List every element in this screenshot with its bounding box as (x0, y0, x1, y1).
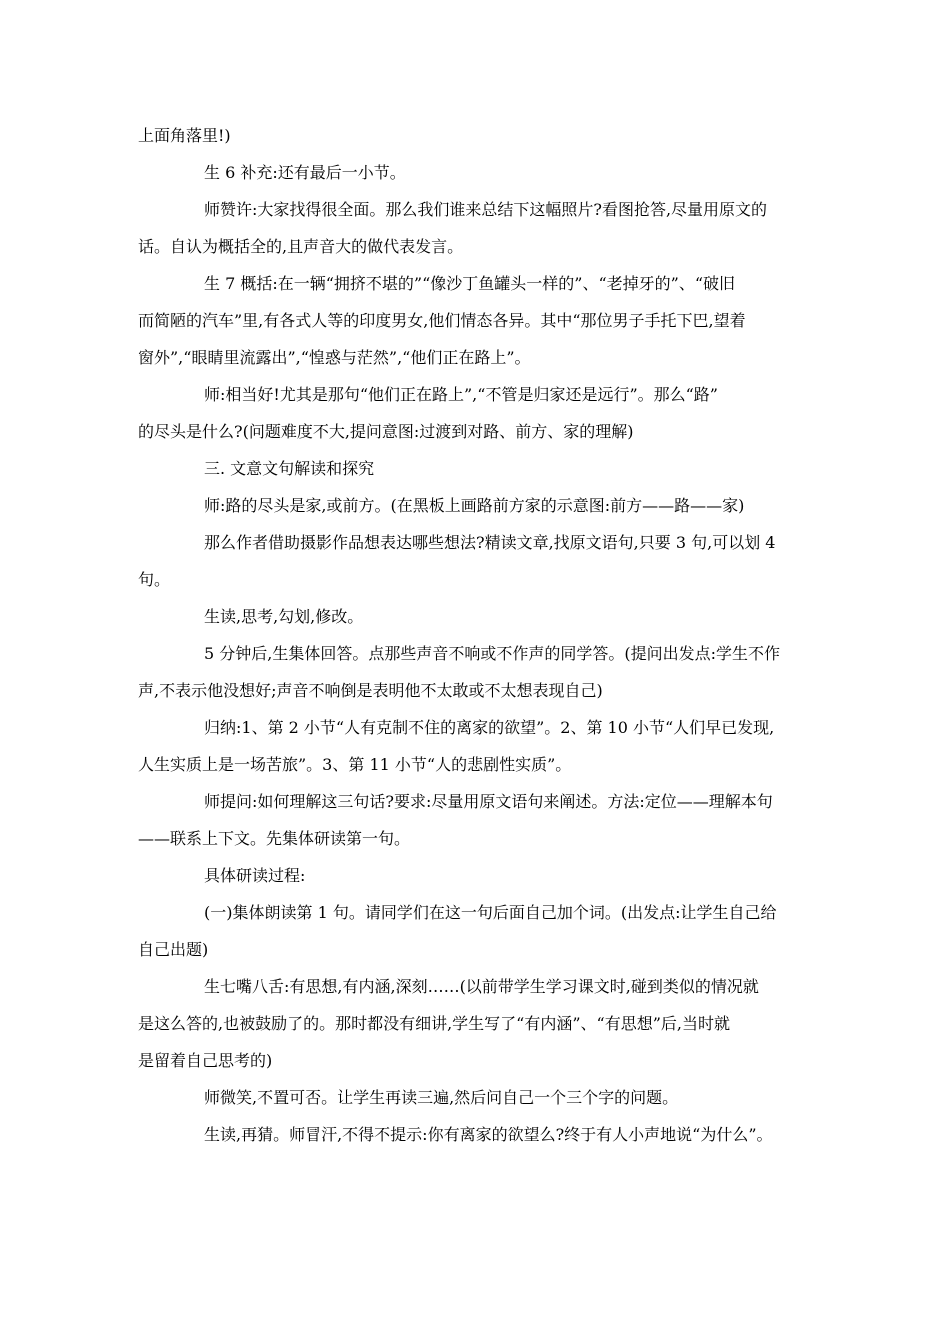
paragraph-line: 话。自认为概括全的,且声音大的做代表发言。 (138, 237, 464, 256)
paragraph-p10 (138, 635, 828, 709)
paragraph-line: 自己出题) (138, 940, 209, 959)
paragraph-p15 (138, 968, 828, 1079)
paragraph-p17 (138, 1116, 828, 1153)
paragraph-line: 窗外”,“眼睛里流露出”,“惶惑与茫然”,“他们正在路上”。 (138, 348, 531, 367)
paragraph-p16 (138, 1079, 828, 1116)
paragraph-line: 师提问:如何理解这三句话?要求:尽量用原文语句来阐述。方法:定位——理解本句 (204, 792, 773, 811)
paragraph-line: (一)集体朗读第 1 句。请同学们在这一句后面自己加个词。(出发点:让学生自己给 (204, 903, 777, 922)
paragraph-p2 (138, 154, 828, 191)
paragraph-line: 生七嘴八舌:有思想,有内涵,深刻……(以前带学生学习课文时,碰到类似的情况就 (204, 977, 759, 996)
paragraph-line: 具体研读过程: (204, 866, 306, 885)
paragraph-p4 (138, 265, 828, 376)
paragraph-p7 (138, 487, 828, 524)
paragraph-line: ——联系上下文。先集体研读第一句。 (138, 829, 411, 848)
paragraph-line: 是这么答的,也被鼓励了的。那时都没有细讲,学生写了“有内涵”、“有思想”后,当时就 (138, 1014, 730, 1033)
paragraph-p6 (138, 450, 828, 487)
paragraph-line: 而简陋的汽车”里,有各式人等的印度男女,他们情态各异。其中“那位男子手托下巴,望着 (138, 311, 746, 330)
paragraph-line: 归纳:1、第 2 小节“人有克制不住的离家的欲望”。2、第 10 小节“人们早已发现, (204, 718, 775, 737)
paragraph-line: 的尽头是什么?(问题难度不大,提问意图:过渡到对路、前方、家的理解) (138, 422, 634, 441)
paragraph-p1 (138, 117, 828, 154)
paragraph-line: 5 分钟后,生集体回答。点那些声音不响或不作声的同学答。(提问出发点:学生不作 (204, 644, 780, 663)
paragraph-line: 生 6 补充:还有最后一小节。 (204, 163, 406, 182)
paragraph-p8 (138, 524, 828, 598)
paragraph-line: 生读,思考,勾划,修改。 (204, 607, 364, 626)
paragraph-p13 (138, 857, 828, 894)
paragraph-line: 生读,再猜。师冒汗,不得不提示:你有离家的欲望么?终于有人小声地说“为什么”。 (204, 1125, 773, 1144)
paragraph-p3 (138, 191, 828, 265)
paragraph-line: 师赞许:大家找得很全面。那么我们谁来总结下这幅照片?看图抢答,尽量用原文的 (204, 200, 768, 219)
paragraph-line: 人生实质上是一场苦旅”。3、第 11 小节“人的悲剧性实质”。 (138, 755, 572, 774)
paragraph-p11 (138, 709, 828, 783)
paragraph-p12 (138, 783, 828, 857)
paragraph-line: 师:相当好!尤其是那句“他们正在路上”,“不管是归家还是远行”。那么“路” (204, 385, 718, 404)
paragraph-p5 (138, 376, 828, 450)
paragraph-line: 师微笑,不置可否。让学生再读三遍,然后问自己一个三个字的问题。 (204, 1088, 679, 1107)
paragraph-line: 师:路的尽头是家,或前方。(在黑板上画路前方家的示意图:前方——路——家) (204, 496, 745, 515)
paragraph-line: 那么作者借助摄影作品想表达哪些想法?精读文章,找原文语句,只要 3 句,可以划 4 (204, 533, 776, 552)
document-body (138, 117, 828, 1153)
paragraph-p9 (138, 598, 828, 635)
paragraph-p14 (138, 894, 828, 968)
paragraph-line: 是留着自己思考的) (138, 1051, 273, 1070)
paragraph-line: 生 7 概括:在一辆“拥挤不堪的”“像沙丁鱼罐头一样的”、“老掉牙的”、“破旧 (204, 274, 736, 293)
paragraph-line: 上面角落里!) (138, 126, 231, 145)
paragraph-line: 三. 文意文句解读和探究 (204, 459, 375, 478)
paragraph-line: 声,不表示他没想好;声音不响倒是表明他不太敢或不太想表现自己) (138, 681, 603, 700)
paragraph-line: 句。 (138, 570, 171, 589)
